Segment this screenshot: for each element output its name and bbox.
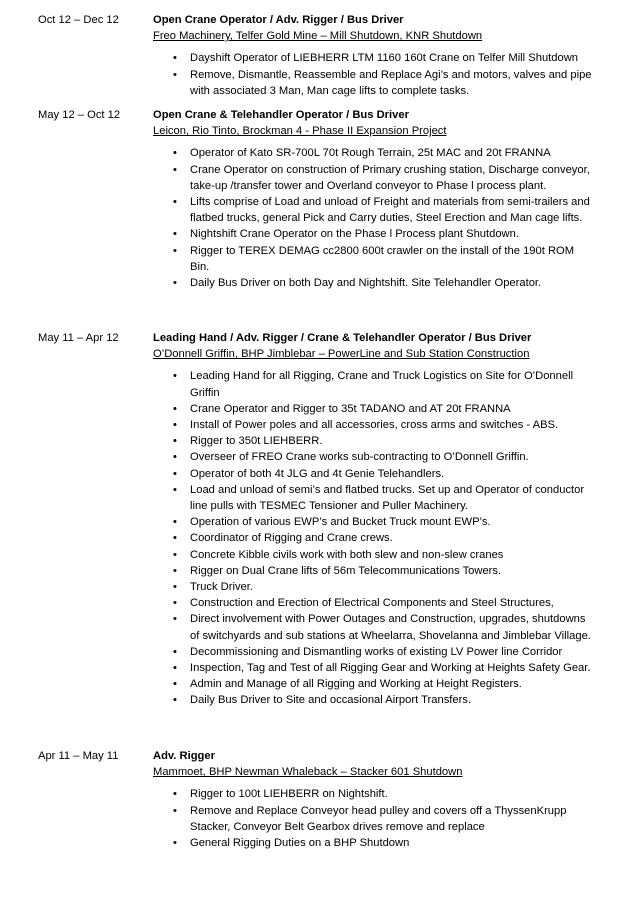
- duty-item: • Direct involvement with Power Outages and Construction, upgrades, shutdowns of switchyards and sub stations at Wheelarra, Shovelanna and Jimblebar Village.: [153, 611, 598, 643]
- duty-item: • Construction and Erection of Electrical Components and Steel Structures,: [153, 595, 598, 611]
- duty-item: • Remove and Replace Conveyor head pulley and covers off a ThyssenKrupp Stacker, Conveyor Belt Gearbox drives remove and replace: [153, 803, 598, 835]
- duty-item: • Daily Bus Driver to Site and occasional Airport Transfers.: [153, 692, 598, 708]
- duty-item: • Dayshift Operator of LIEBHERR LTM 1160 160t Crane on Telfer Mill Shutdown: [153, 50, 598, 66]
- job-details: [153, 748, 598, 851]
- duty-item: • Operation of various EWP’s and Bucket Truck mount EWP’s.: [153, 514, 598, 530]
- duty-item: • Coordinator of Rigging and Crane crews.: [153, 530, 598, 546]
- duty-item: • Rigger on Dual Crane lifts of 56m Telecommunications Towers.: [153, 563, 598, 579]
- duty-item: • Leading Hand for all Rigging, Crane and Truck Logistics on Site for O’Donnell Griffin: [153, 368, 598, 400]
- job-dates: May 11 – Apr 12: [38, 332, 119, 344]
- job-details: [153, 330, 598, 709]
- duty-item: • Nightshift Crane Operator on the Phase l Process plant Shutdown.: [153, 226, 598, 242]
- duty-item: • Crane Operator on construction of Primary crushing station, Discharge conveyor, take-up /transfer tower and Overland conveyor to Phase l process plant.: [153, 162, 598, 194]
- duty-item: • Operator of both 4t JLG and 4t Genie Telehandlers.: [153, 466, 598, 482]
- job-title: Open Crane Operator / Adv. Rigger / Bus Driver: [153, 14, 404, 26]
- job-title: Leading Hand / Adv. Rigger / Crane & Telehandler Operator / Bus Driver: [153, 332, 532, 344]
- duty-item: • Truck Driver.: [153, 579, 598, 595]
- job-details: [153, 12, 598, 99]
- job-details: [153, 107, 598, 291]
- job-organization: O’Donnell Griffin, BHP Jimblebar – PowerLine and Sub Station Construction: [153, 348, 530, 361]
- job-organization: Freo Machinery, Telfer Gold Mine – Mill Shutdown, KNR Shutdown: [153, 30, 483, 43]
- job-dates: May 12 – Oct 12: [38, 109, 121, 121]
- duty-item: • Operator of Kato SR-700L 70t Rough Terrain, 25t MAC and 20t FRANNA: [153, 145, 598, 161]
- duty-item: • Install of Power poles and all accessories, cross arms and switches - ABS.: [153, 417, 598, 433]
- duties-list: [153, 786, 598, 851]
- job-organization: Mammoet, BHP Newman Whaleback – Stacker 601 Shutdown: [153, 766, 463, 779]
- duty-item: • Inspection, Tag and Test of all Rigging Gear and Working at Heights Safety Gear.: [153, 660, 598, 676]
- duty-item: • Decommissioning and Dismantling works of existing LV Power line Corridor: [153, 644, 598, 660]
- job-title: Open Crane & Telehandler Operator / Bus Driver: [153, 109, 409, 121]
- duty-item: • Crane Operator and Rigger to 35t TADANO and AT 20t FRANNA: [153, 401, 598, 417]
- duty-item: • General Rigging Duties on a BHP Shutdown: [153, 835, 598, 851]
- job-organization: Leicon, Rio Tinto, Brockman 4 - Phase II Expansion Project: [153, 125, 447, 138]
- duty-item: • Rigger to TEREX DEMAG cc2800 600t crawler on the install of the 190t ROM Bin.: [153, 243, 598, 275]
- duty-item: • Lifts comprise of Load and unload of Freight and materials from semi-trailers and flatbed trucks, general Pick and Carry duties, Steel Erection and Man cage lifts.: [153, 194, 598, 226]
- duty-item: • Admin and Manage of all Rigging and Working at Height Registers.: [153, 676, 598, 692]
- duty-item: • Rigger to 350t LIEHBERR.: [153, 433, 598, 449]
- duty-item: • Daily Bus Driver on both Day and Nightshift. Site Telehandler Operator.: [153, 275, 598, 291]
- duty-item: • Concrete Kibble civils work with both slew and non-slew cranes: [153, 547, 598, 563]
- duty-item: • Overseer of FREO Crane works sub-contracting to O’Donnell Griffin.: [153, 449, 598, 465]
- job-dates: Apr 11 – May 11: [38, 750, 119, 762]
- duties-list: [153, 145, 598, 291]
- duty-item: • Load and unload of semi’s and flatbed trucks. Set up and Operator of conductor line pulls with TESMEC Tensioner and Puller Machinery.: [153, 482, 598, 514]
- duty-item: • Remove, Dismantle, Reassemble and Replace Agi’s and motors, valves and pipe with associated 3 Man, Man cage lifts to complete tasks.: [153, 67, 598, 99]
- duties-list: [153, 368, 598, 708]
- duty-item: • Rigger to 100t LIEHBERR on Nightshift.: [153, 786, 598, 802]
- job-dates: Oct 12 – Dec 12: [38, 14, 119, 26]
- job-title: Adv. Rigger: [153, 750, 215, 762]
- duties-list: [153, 50, 598, 99]
